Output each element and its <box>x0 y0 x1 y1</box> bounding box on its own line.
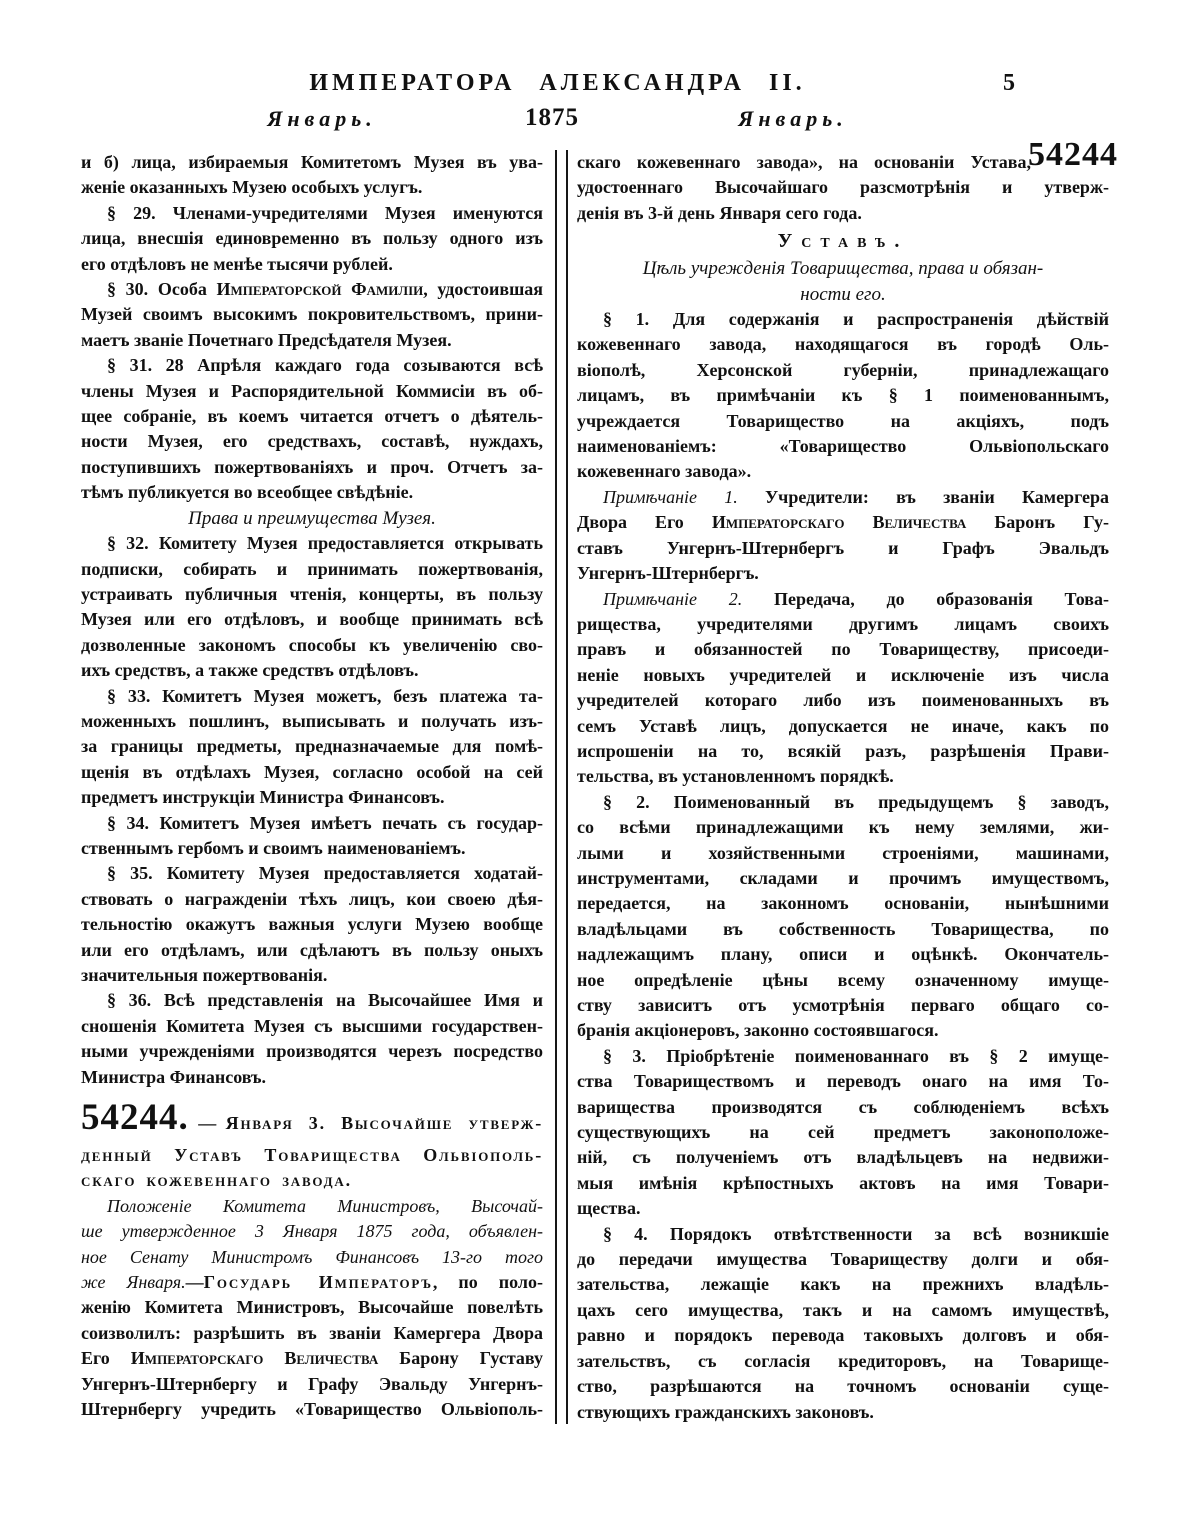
text-line: тѣмъ публикуется во всеобщее свѣдѣніе. <box>81 482 414 503</box>
month-label-left: Январь. <box>267 106 377 131</box>
text-line: § 4. Порядокъ отвѣтственности за всѣ возникшіе <box>603 1223 1109 1244</box>
text-line: § 36. Всѣ представленія на Высочайшее Имя и <box>107 990 543 1011</box>
text-line: § 32. Комитету Музея предоставляется открывать <box>107 533 543 554</box>
text-line: владѣльцами въ собственность Товарищества, по <box>577 918 1109 939</box>
text-line: Музей своимъ высокимъ покровительствомъ, прини- <box>81 304 543 325</box>
text-line: правъ и обязанностей по Товариществу, присоеди- <box>577 639 1109 660</box>
text-line: § 34. Комитетъ Музея имѣетъ печать съ государ- <box>107 812 543 833</box>
text-line: существующихъ на сей предметъ законоположе- <box>577 1122 1109 1143</box>
text-line: женію Комитета Министровъ, Высочайше повелѣть <box>81 1297 543 1318</box>
text-line: зательства, лежащіе какъ на прежнихъ владѣль- <box>577 1274 1109 1295</box>
text-line: ставъ Унгернъ-Штернбергъ и Графъ Эвальдъ <box>577 537 1109 558</box>
text-segment: Учредители: въ званіи Камергера <box>737 486 1110 507</box>
text-line: женіе оказанныхъ Музею особыхъ услугъ. <box>81 177 423 198</box>
text-line: ній, съ полученіемъ отъ владѣльцевъ на недвижи- <box>577 1147 1109 1168</box>
marginal-law-number: 54244 <box>1028 136 1118 173</box>
text-line: щее собраніе, въ коемъ читается отчетъ о дѣятель- <box>81 406 543 427</box>
text-line <box>81 1346 543 1371</box>
text-line: § 1. Для содержанія и распространенія дѣйствій <box>603 309 1109 330</box>
text-line: віополѣ, Херсонской губерніи, принадлежащаго <box>577 359 1109 380</box>
text-line: § 3. Пріобрѣтеніе поименованнаго въ § 2 имуще- <box>603 1045 1109 1066</box>
text-line: удостоеннаго Высочайшаго разсмотрѣнія и утверж- <box>577 177 1109 198</box>
text-line: члены Музея и Распорядительной Коммисіи въ об- <box>81 380 543 401</box>
text-line: Унгернъ-Штернбергъ. <box>577 563 759 584</box>
text-line: рищества, учредителями другимъ лицамъ своихъ <box>577 613 1109 634</box>
text-line: ное опредѣленіе цѣны всему означенному имуще- <box>577 969 1109 990</box>
text-segment: Примѣчаніе 1. <box>603 486 738 507</box>
text-line: варищества производятся съ соблюденіемъ всѣхъ <box>577 1096 1109 1117</box>
text-line <box>81 277 543 302</box>
text-segment: Его <box>81 1348 131 1369</box>
text-line: тельностію окажутъ важныя услуги Музею вообще <box>81 914 543 935</box>
text-segment: Передача, до образованія Това- <box>742 588 1110 609</box>
text-line: его отдѣловъ не менѣе тысячи рублей. <box>81 253 393 274</box>
text-line: щества. <box>577 1198 641 1219</box>
text-line: Министра Финансовъ. <box>81 1066 267 1087</box>
text-line: инструментами, складами и прочимъ имуществомъ, <box>577 867 1109 888</box>
right-column <box>577 150 1109 1425</box>
text-line: ихъ средствъ, а также средствъ отдѣловъ. <box>81 660 419 681</box>
text-segment: Императорскаго Величества <box>711 512 967 533</box>
text-segment: — <box>188 1113 226 1134</box>
text-line <box>577 587 1109 612</box>
text-line: испрошеніи на то, всякій разъ, разрѣшенія Прави- <box>577 740 1109 761</box>
text-line: надлежащимъ плану, описи и оцѣнкѣ. Окончатель- <box>577 944 1109 965</box>
text-line: ства Товариществомъ и переводъ онаго на имя То- <box>577 1071 1109 1092</box>
text-line: ству зависитъ отъ усмотрѣнія перваго общаго со- <box>577 995 1109 1015</box>
text-segment: , удостоившая <box>423 279 544 300</box>
text-line: передается, на законномъ основаніи, нынѣшними <box>577 893 1109 914</box>
text-line: кожевеннаго завода, находящагося въ городѣ Оль- <box>577 334 1109 355</box>
text-line: мыя имѣнія крѣпостныхъ актовъ на имя Товари- <box>577 1172 1109 1193</box>
left-column <box>81 150 543 1423</box>
text-line: дозволенные закономъ способы къ увеличенію сво- <box>81 634 543 655</box>
text-line: поступившихъ пожертвованіяхъ и проч. Отчетъ за- <box>81 456 543 477</box>
text-line: устраивать публичныя чтенія, концерты, въ пользу <box>81 583 543 604</box>
text-line: моженныхъ пошлинъ, выписывать и получать изъ- <box>81 710 543 731</box>
running-title: ИМПЕРАТОРА АЛЕКСАНДРА II. <box>309 70 806 96</box>
text-line: или его отдѣламъ, или сдѣлаютъ въ пользу оныхъ <box>81 939 543 960</box>
text-line: ное Сенату Министромъ Финансовъ 13-го того <box>81 1246 543 1267</box>
text-line: ше утвержденное 3 Января 1875 года, объявлен- <box>81 1221 543 1242</box>
text-line: значительныя пожертвованія. <box>81 965 328 985</box>
text-line: § 33. Комитетъ Музея можетъ, безъ платежа та- <box>107 685 543 706</box>
text-line: равно и порядокъ перевода таковыхъ долговъ и обя- <box>577 1325 1109 1346</box>
text-segment: же Января. <box>81 1272 186 1293</box>
text-line: и б) лица, избираемыя Комитетомъ Музея въ ува- <box>81 152 543 172</box>
text-line: Музея или его отдѣловъ, и вообще принимать всѣ <box>81 609 543 630</box>
text-line: Уставъ. <box>777 230 909 253</box>
law-number: 54244. <box>81 1097 189 1139</box>
text-line: до передачи имущества Товариществу долги и обя- <box>577 1249 1109 1270</box>
text-line: § 29. Членами-учредителями Музея именуются <box>107 202 543 223</box>
text-line: маетъ званіе Почетнаго Предсѣдателя Музея. <box>81 329 452 350</box>
text-line: цахъ сего имущества, такъ и на самомъ имуществѣ, <box>577 1299 1109 1320</box>
text-line: зательствъ, съ согласія кредиторовъ, на Товарище- <box>577 1350 1109 1371</box>
text-line: тельства, въ установленномъ порядкѣ. <box>577 766 894 787</box>
text-segment: Баронъ Гу- <box>966 512 1109 533</box>
text-line: денный Уставъ Товарищества Ольвіополь- <box>81 1145 543 1166</box>
page-number: 5 <box>1003 70 1015 96</box>
column-divider-rule <box>555 150 568 1424</box>
text-segment: Барону Густаву <box>378 1348 544 1369</box>
text-segment: Января 3. Высочайше утверж- <box>225 1113 544 1134</box>
text-line: учредителей котораго либо изъ поименованныхъ въ <box>577 690 1109 711</box>
text-segment: Двора Его <box>577 512 712 533</box>
text-line: сношенія Комитета Музея съ высшими государствен- <box>81 1015 543 1036</box>
text-line: неніе новыхъ учредителей и исключеніе изъ числа <box>577 664 1109 685</box>
text-segment: , по поло- <box>432 1272 543 1293</box>
text-line <box>577 510 1109 535</box>
text-segment: § 30. Особа <box>107 279 217 300</box>
text-line: ственнымъ гербомъ и своимъ наименованіемъ. <box>81 837 466 858</box>
text-line: за границы предметы, предназначаемые для помѣ- <box>81 736 543 757</box>
text-line: ствующихъ гражданскихъ законовъ. <box>577 1401 874 1422</box>
text-line: ными учрежденіями производятся черезъ посредство <box>81 1041 543 1062</box>
text-line <box>81 1099 543 1143</box>
text-line: скаго кожевеннаго завода. <box>81 1170 352 1191</box>
text-line: наименованіемъ: «Товарищество Ольвіопольскаго <box>577 436 1109 457</box>
text-line <box>577 485 1109 510</box>
month-label-right: Январь. <box>738 106 848 131</box>
text-line: Унгернъ-Штернбергу и Графу Эвальду Унгернъ- <box>81 1373 543 1394</box>
text-line: ство, разрѣшаются на точномъ основаніи суще- <box>577 1376 1109 1397</box>
text-line: § 31. 28 Апрѣля каждаго года созываются всѣ <box>107 355 543 376</box>
text-line: ности его. <box>800 283 886 305</box>
text-line: Цѣль учрежденія Товарищества, права и обязан- <box>642 258 1044 280</box>
text-segment: Императорской Фамиліи <box>216 279 424 300</box>
text-line: денія въ 3-й день Января сего года. <box>577 202 862 223</box>
text-line: учреждается Товарищество на акціяхъ, подъ <box>577 410 1109 431</box>
text-line <box>81 1270 543 1295</box>
text-line: лыми и хозяйственными строеніями, машинами, <box>577 842 1109 863</box>
text-segment: Государь Императоръ <box>203 1272 433 1293</box>
text-line: соизволилъ: разрѣшить въ званіи Камергера Двора <box>81 1322 543 1343</box>
text-line: подписки, собирать и принимать пожертвованія, <box>81 558 543 579</box>
text-line: скаго кожевеннаго завода», на основаніи Устава, <box>577 152 1031 172</box>
text-segment: — <box>185 1272 204 1293</box>
text-line: лицамъ, въ примѣчаніи къ § 1 поименованнымъ, <box>577 385 1109 406</box>
text-line: Положеніе Комитета Министровъ, Высочай- <box>107 1195 543 1216</box>
text-line: предметъ инструкціи Министра Финансовъ. <box>81 787 445 808</box>
text-line: со всѣми принадлежащими къ нему землями, жи- <box>577 817 1109 838</box>
text-segment: Императорскаго Величества <box>130 1348 379 1369</box>
text-line: кожевеннаго завода». <box>577 461 752 482</box>
text-line: лица, внесшія единовременно въ пользу одного изъ <box>81 228 543 249</box>
text-line: семъ Уставѣ лицъ, допускается не иначе, какъ по <box>577 715 1109 736</box>
text-line: Штернбергу учредить «Товарищество Ольвіополь- <box>81 1399 543 1420</box>
text-line: ствовать о награжденіи тѣхъ лицъ, кои своею дѣя- <box>81 888 543 909</box>
text-segment: Примѣчаніе 2. <box>603 588 743 609</box>
text-line: Права и преимущества Музея. <box>188 507 436 529</box>
text-line: бранія акціонеровъ, законно состоявшагося. <box>577 1020 939 1041</box>
text-line: § 35. Комитету Музея предоставляется ходатай- <box>107 863 543 884</box>
text-line: щенія въ отдѣлахъ Музея, согласно особой на сей <box>81 761 543 782</box>
text-line: § 2. Поименованный въ предыдущемъ § заводъ, <box>603 791 1109 812</box>
text-line: ности Музея, его средствахъ, составѣ, нуждахъ, <box>81 431 543 452</box>
year-label: 1875 <box>525 104 579 131</box>
